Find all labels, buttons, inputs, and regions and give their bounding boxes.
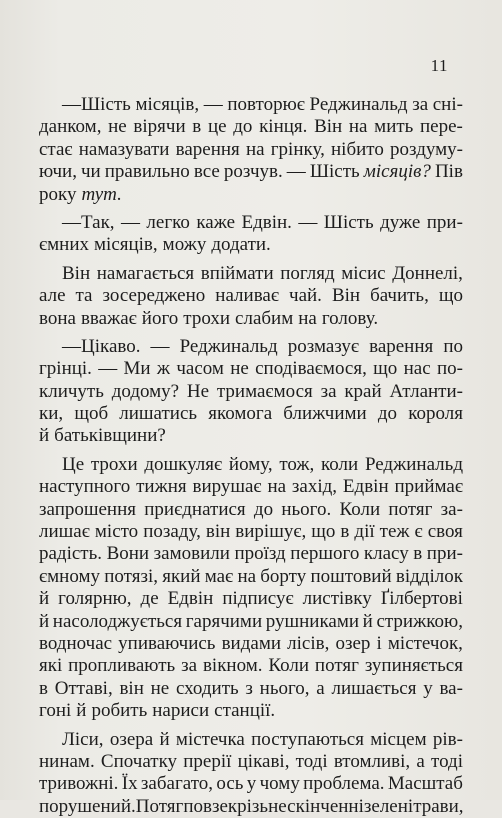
word: порушений. bbox=[39, 795, 136, 817]
word: проблема. bbox=[303, 773, 385, 795]
word: Коли bbox=[268, 655, 310, 677]
word: трохи bbox=[183, 307, 231, 329]
word: що bbox=[438, 285, 463, 307]
italic-word: тут. bbox=[81, 183, 122, 205]
word: батьківщини? bbox=[54, 425, 166, 447]
word: першого bbox=[290, 543, 360, 565]
word: потяг bbox=[388, 498, 433, 520]
text-line bbox=[39, 476, 463, 498]
word: не bbox=[108, 116, 127, 138]
word: Ліси, bbox=[62, 728, 104, 750]
word: при- bbox=[426, 543, 463, 565]
word: Шість bbox=[309, 161, 360, 183]
word: на bbox=[348, 116, 368, 138]
word: й bbox=[39, 610, 50, 632]
word: він bbox=[205, 521, 231, 543]
word: нього, bbox=[259, 677, 310, 699]
word: — bbox=[120, 211, 140, 233]
text-line bbox=[39, 751, 463, 773]
word: у bbox=[246, 773, 257, 795]
word: містечок, bbox=[387, 632, 463, 654]
text-line bbox=[39, 729, 463, 751]
word: станції. bbox=[214, 700, 276, 722]
text-line bbox=[39, 499, 463, 521]
word: розмазує bbox=[287, 335, 360, 357]
word: якомога bbox=[208, 403, 273, 425]
word: пере- bbox=[420, 116, 463, 138]
word: Він bbox=[331, 285, 361, 307]
text-line bbox=[39, 454, 463, 476]
text-line bbox=[39, 611, 463, 633]
word: вікном. bbox=[202, 655, 263, 677]
word: додому? bbox=[111, 380, 180, 402]
word: й bbox=[39, 425, 50, 447]
word: на bbox=[237, 565, 257, 587]
word: часом bbox=[176, 358, 224, 380]
word: Реджинальд bbox=[309, 94, 408, 115]
text-line bbox=[39, 139, 463, 161]
word: що bbox=[311, 521, 336, 543]
word: за bbox=[181, 655, 198, 677]
word: місто bbox=[94, 521, 139, 543]
word: правильно bbox=[104, 161, 190, 183]
word: своя bbox=[427, 521, 463, 543]
word: тоді bbox=[295, 750, 328, 772]
word: — bbox=[98, 358, 118, 380]
text-line bbox=[39, 678, 463, 700]
word: є bbox=[414, 521, 423, 543]
word: Спочатку bbox=[100, 750, 178, 772]
word: ючи, bbox=[39, 161, 77, 183]
word: борту bbox=[260, 565, 307, 587]
word: Оттаві, bbox=[54, 677, 113, 699]
word: захід, bbox=[291, 476, 338, 498]
word: місяців, bbox=[135, 94, 200, 115]
word: лишає bbox=[39, 521, 90, 543]
word: сні- bbox=[432, 94, 463, 115]
word: гарячими bbox=[185, 610, 263, 632]
word: Шість bbox=[323, 211, 374, 233]
text-line bbox=[39, 566, 463, 588]
word: коли bbox=[321, 453, 359, 475]
text-line bbox=[39, 403, 463, 425]
word: робить bbox=[91, 700, 148, 722]
word: підписує bbox=[222, 588, 294, 610]
word: тижня bbox=[136, 476, 187, 498]
text-line bbox=[39, 358, 463, 380]
word: його bbox=[141, 307, 179, 329]
body-text bbox=[39, 94, 463, 818]
word: Пів bbox=[434, 161, 463, 183]
text-line bbox=[39, 234, 463, 256]
word: мить bbox=[374, 116, 414, 138]
word: край bbox=[344, 380, 382, 402]
word: й bbox=[39, 588, 50, 610]
word: чому bbox=[259, 773, 300, 795]
word: які bbox=[39, 655, 63, 677]
word: нібито bbox=[331, 138, 384, 160]
word: вирушає bbox=[192, 476, 262, 498]
word: до bbox=[233, 116, 253, 138]
word: у bbox=[423, 677, 433, 699]
word: потяг bbox=[314, 655, 359, 677]
word: намагається bbox=[96, 262, 195, 284]
word: сходить bbox=[175, 677, 239, 699]
word: Їх bbox=[121, 773, 138, 795]
word: Ми bbox=[123, 358, 151, 380]
text-line bbox=[39, 212, 463, 234]
word: й bbox=[159, 728, 170, 750]
word: Реджинальд bbox=[179, 335, 278, 357]
word: впіймати bbox=[200, 262, 274, 284]
word: теж bbox=[379, 521, 410, 543]
word: в bbox=[192, 116, 202, 138]
word: місяців, bbox=[94, 234, 158, 256]
word: нинам. bbox=[39, 750, 95, 772]
word: за bbox=[412, 94, 429, 115]
word: це bbox=[207, 116, 227, 138]
word: все bbox=[193, 161, 220, 183]
word: рушниками bbox=[265, 610, 360, 632]
word: трави, bbox=[413, 795, 464, 817]
word: легко bbox=[146, 211, 190, 233]
word: Потяг bbox=[135, 795, 184, 817]
word: Атланти- bbox=[389, 380, 463, 402]
word: повзе bbox=[183, 795, 228, 817]
word: в bbox=[39, 677, 48, 699]
word: на bbox=[267, 476, 287, 498]
word: голярню, bbox=[58, 588, 132, 610]
word: поступаються bbox=[251, 728, 364, 750]
word: кличуть bbox=[39, 380, 104, 402]
word: дії bbox=[354, 521, 375, 543]
word: голову. bbox=[321, 307, 379, 329]
word: крізь bbox=[227, 795, 269, 817]
word: щоб bbox=[74, 403, 109, 425]
word: ємному bbox=[39, 565, 101, 587]
word: нариси bbox=[152, 700, 210, 722]
word: короля bbox=[408, 403, 463, 425]
word: —Цікаво. bbox=[62, 335, 141, 357]
word: потязі, bbox=[104, 565, 158, 587]
word: проїзд bbox=[234, 543, 286, 565]
word: прерії bbox=[183, 750, 232, 772]
word: ближчими bbox=[283, 403, 367, 425]
word: розчув. bbox=[223, 161, 283, 183]
text-line bbox=[39, 308, 463, 330]
text-line bbox=[39, 161, 463, 183]
word: Едвін bbox=[342, 476, 389, 498]
word: місис bbox=[341, 262, 386, 284]
text-line bbox=[39, 116, 463, 138]
word: при- bbox=[426, 211, 463, 233]
text-line bbox=[39, 285, 463, 307]
word: Едвін. bbox=[241, 211, 292, 233]
word: не bbox=[230, 358, 249, 380]
word: Вони bbox=[106, 543, 150, 565]
word: з bbox=[245, 677, 253, 699]
word: роздуму- bbox=[390, 138, 463, 160]
word: слабим bbox=[235, 307, 294, 329]
word: наступного bbox=[39, 476, 131, 498]
word: бачить, bbox=[370, 285, 429, 307]
word: і bbox=[376, 632, 382, 654]
word: —Шість bbox=[62, 94, 131, 115]
word: лишається bbox=[331, 677, 417, 699]
word: вважає bbox=[80, 307, 137, 329]
word: грінці. bbox=[39, 358, 92, 380]
text-line bbox=[39, 700, 463, 722]
word: — bbox=[298, 211, 318, 233]
word: що bbox=[373, 358, 398, 380]
word: тож, bbox=[279, 453, 315, 475]
word: зелені bbox=[363, 795, 414, 817]
word: по bbox=[443, 335, 463, 357]
word: рів- bbox=[432, 728, 463, 750]
word: можу bbox=[162, 234, 207, 256]
word: — bbox=[203, 94, 223, 115]
text-line bbox=[39, 633, 463, 655]
word: він bbox=[119, 677, 144, 699]
word: данком, bbox=[39, 116, 102, 138]
italic-word: місяців? bbox=[363, 161, 431, 183]
word: гоні bbox=[39, 700, 72, 722]
word: додати. bbox=[211, 234, 271, 256]
word: Не bbox=[186, 380, 210, 402]
word: а bbox=[416, 750, 425, 772]
text-line bbox=[39, 588, 463, 610]
text-line bbox=[39, 381, 463, 403]
word: зупиняється bbox=[364, 655, 463, 677]
word: й bbox=[362, 610, 373, 632]
word: насолоджується bbox=[52, 610, 183, 632]
word: —Так, bbox=[62, 211, 115, 233]
word: місцем bbox=[370, 728, 427, 750]
word: не bbox=[150, 677, 170, 699]
word: забагато, bbox=[140, 773, 213, 795]
word: грінку, bbox=[270, 138, 325, 160]
text-line bbox=[39, 184, 463, 206]
word: й bbox=[76, 700, 87, 722]
word: до bbox=[377, 403, 398, 425]
word: нескінченні bbox=[268, 795, 364, 817]
word: ки, bbox=[39, 403, 64, 425]
word: нього. bbox=[281, 498, 332, 520]
word: Реджинальд bbox=[364, 453, 463, 475]
word: упиваючись bbox=[118, 632, 216, 654]
word: класу bbox=[363, 543, 409, 565]
word: Коли bbox=[339, 498, 381, 520]
page-number: 11 bbox=[430, 56, 448, 75]
word: озер bbox=[335, 632, 371, 654]
word: варення bbox=[175, 138, 240, 160]
word: тоді bbox=[431, 750, 463, 772]
word: та bbox=[75, 285, 93, 307]
word: йому, bbox=[228, 453, 273, 475]
word: чай. bbox=[289, 285, 322, 307]
word: — bbox=[286, 161, 306, 183]
text-line bbox=[39, 543, 463, 565]
word: містечка bbox=[175, 728, 245, 750]
word: зосереджено bbox=[102, 285, 206, 307]
text-line bbox=[39, 263, 463, 285]
word: вона bbox=[39, 307, 76, 329]
word: ось bbox=[216, 773, 244, 795]
word: Він bbox=[62, 262, 91, 284]
text-line bbox=[39, 655, 463, 677]
word: озера bbox=[109, 728, 154, 750]
word: ва- bbox=[439, 677, 463, 699]
word: тримаємося bbox=[216, 380, 313, 402]
word: лишатись bbox=[119, 403, 198, 425]
word: ж bbox=[156, 358, 171, 380]
text-line bbox=[39, 521, 463, 543]
word: видами bbox=[221, 632, 282, 654]
word: в bbox=[340, 521, 350, 543]
word: вірячи bbox=[133, 116, 186, 138]
word: цікаві, bbox=[237, 750, 290, 772]
word: намазувати bbox=[78, 138, 170, 160]
word: приєднатися bbox=[144, 498, 246, 520]
word: приймає bbox=[394, 476, 463, 498]
word: тривожні. bbox=[39, 773, 119, 795]
word: який bbox=[162, 565, 201, 587]
word: стрижкою, bbox=[376, 610, 463, 632]
word: Доннелі, bbox=[392, 262, 463, 284]
word: а bbox=[316, 677, 325, 699]
word: запрошення bbox=[39, 498, 136, 520]
word: має bbox=[204, 565, 234, 587]
text-line bbox=[39, 773, 463, 795]
word: листівку bbox=[302, 588, 372, 610]
word: кінця. bbox=[259, 116, 308, 138]
word: — bbox=[150, 335, 170, 357]
word: водночас bbox=[39, 632, 113, 654]
word: де bbox=[140, 588, 159, 610]
text-line bbox=[39, 336, 463, 358]
word: стає bbox=[39, 138, 73, 160]
word: за- bbox=[440, 498, 463, 520]
word: Едвін bbox=[167, 588, 214, 610]
word: в bbox=[413, 543, 423, 565]
word: нас bbox=[403, 358, 431, 380]
word: чи bbox=[80, 161, 101, 183]
word: лісів, bbox=[287, 632, 330, 654]
word: по- bbox=[436, 358, 463, 380]
text-line bbox=[39, 94, 463, 116]
word: погляд bbox=[280, 262, 335, 284]
word: ємних bbox=[39, 234, 90, 256]
word: вирішує, bbox=[235, 521, 307, 543]
word: на bbox=[245, 138, 265, 160]
word: до bbox=[253, 498, 274, 520]
word: відділок bbox=[395, 565, 463, 587]
word: радість. bbox=[39, 543, 103, 565]
word: наливає bbox=[215, 285, 280, 307]
word: повторює bbox=[227, 94, 305, 115]
word: року bbox=[39, 183, 77, 205]
word: дошкуляє bbox=[144, 453, 223, 475]
word: але bbox=[39, 285, 66, 307]
word: за bbox=[320, 380, 337, 402]
word: замовили bbox=[153, 543, 230, 565]
word: трохи bbox=[90, 453, 138, 475]
word: каже bbox=[196, 211, 236, 233]
word: втомливі, bbox=[333, 750, 411, 772]
word: сподіваємося, bbox=[255, 358, 367, 380]
text-line bbox=[39, 425, 463, 447]
word: дуже bbox=[380, 211, 421, 233]
word: Ґілбертові bbox=[380, 588, 463, 610]
word: позаду, bbox=[143, 521, 201, 543]
word: на bbox=[298, 307, 317, 329]
word: Він bbox=[314, 116, 343, 138]
word: пропливають bbox=[68, 655, 176, 677]
word: поштовий bbox=[310, 565, 392, 587]
word: Масштаб bbox=[387, 773, 463, 795]
text-line bbox=[39, 796, 463, 818]
word: варення bbox=[369, 335, 434, 357]
word: Це bbox=[62, 453, 85, 475]
